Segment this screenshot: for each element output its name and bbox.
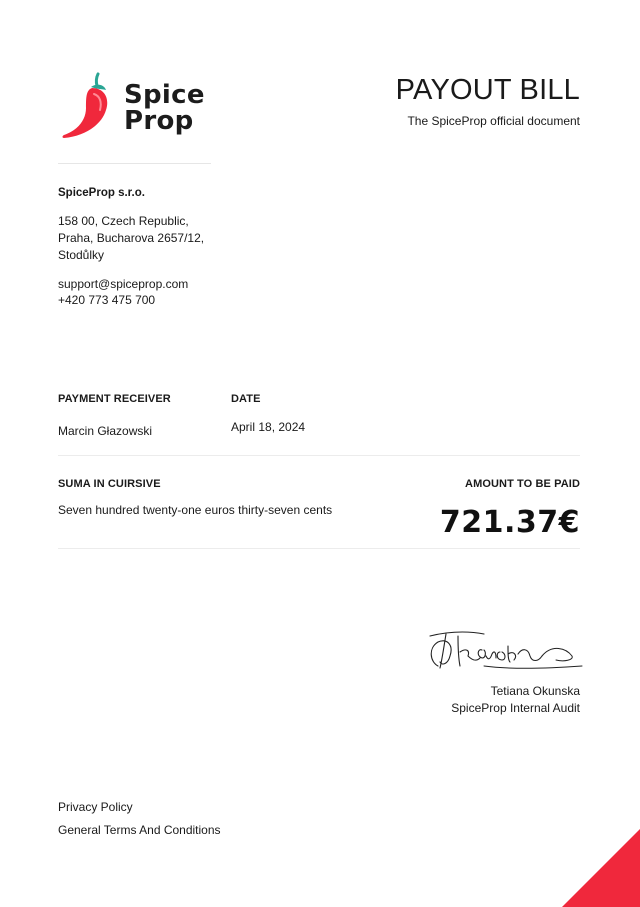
spiceprop-logo xyxy=(58,70,218,142)
company-contact xyxy=(58,276,188,308)
handwritten-signature xyxy=(424,626,584,674)
amount-label: AMOUNT TO BE PAID xyxy=(465,478,580,490)
company-address xyxy=(58,213,204,264)
section-divider xyxy=(58,548,580,549)
company-name: SpiceProp s.r.o. xyxy=(58,187,145,199)
logo-text-line2: Prop xyxy=(124,106,194,136)
cursive-sum-value: Seven hundred twenty-one euros thirty-seven cents xyxy=(58,503,333,517)
company-phone: +420 773 475 700 xyxy=(58,293,156,307)
address-line: Stodůlky xyxy=(58,248,105,262)
cursive-sum-label: SUMA IN CUIRSIVE xyxy=(58,478,161,490)
amount-value: 721.37€ xyxy=(439,505,580,540)
section-divider xyxy=(58,455,580,456)
document-title: PAYOUT BILL xyxy=(395,74,580,106)
address-line: 158 00, Czech Republic, xyxy=(58,214,189,228)
address-line: Praha, Bucharova 2657/12, xyxy=(58,231,205,245)
decorative-corner-triangle xyxy=(562,829,640,907)
signatory xyxy=(451,683,580,717)
date-value: April 18, 2024 xyxy=(231,420,306,434)
date-label: DATE xyxy=(231,393,261,405)
logo-text-line1: Spice xyxy=(124,80,205,110)
company-email: support@spiceprop.com xyxy=(58,277,189,291)
terms-and-conditions-link[interactable]: General Terms And Conditions xyxy=(58,823,221,837)
signatory-role: SpiceProp Internal Audit xyxy=(451,701,580,715)
signatory-name: Tetiana Okunska xyxy=(490,684,580,698)
header-divider xyxy=(58,163,211,164)
chili-pepper-icon xyxy=(58,70,118,142)
document-subtitle: The SpiceProp official document xyxy=(407,114,580,128)
privacy-policy-link[interactable]: Privacy Policy xyxy=(58,800,133,814)
payment-receiver-label: PAYMENT RECEIVER xyxy=(58,393,171,405)
payment-receiver-value: Marcin Głazowski xyxy=(58,424,153,438)
